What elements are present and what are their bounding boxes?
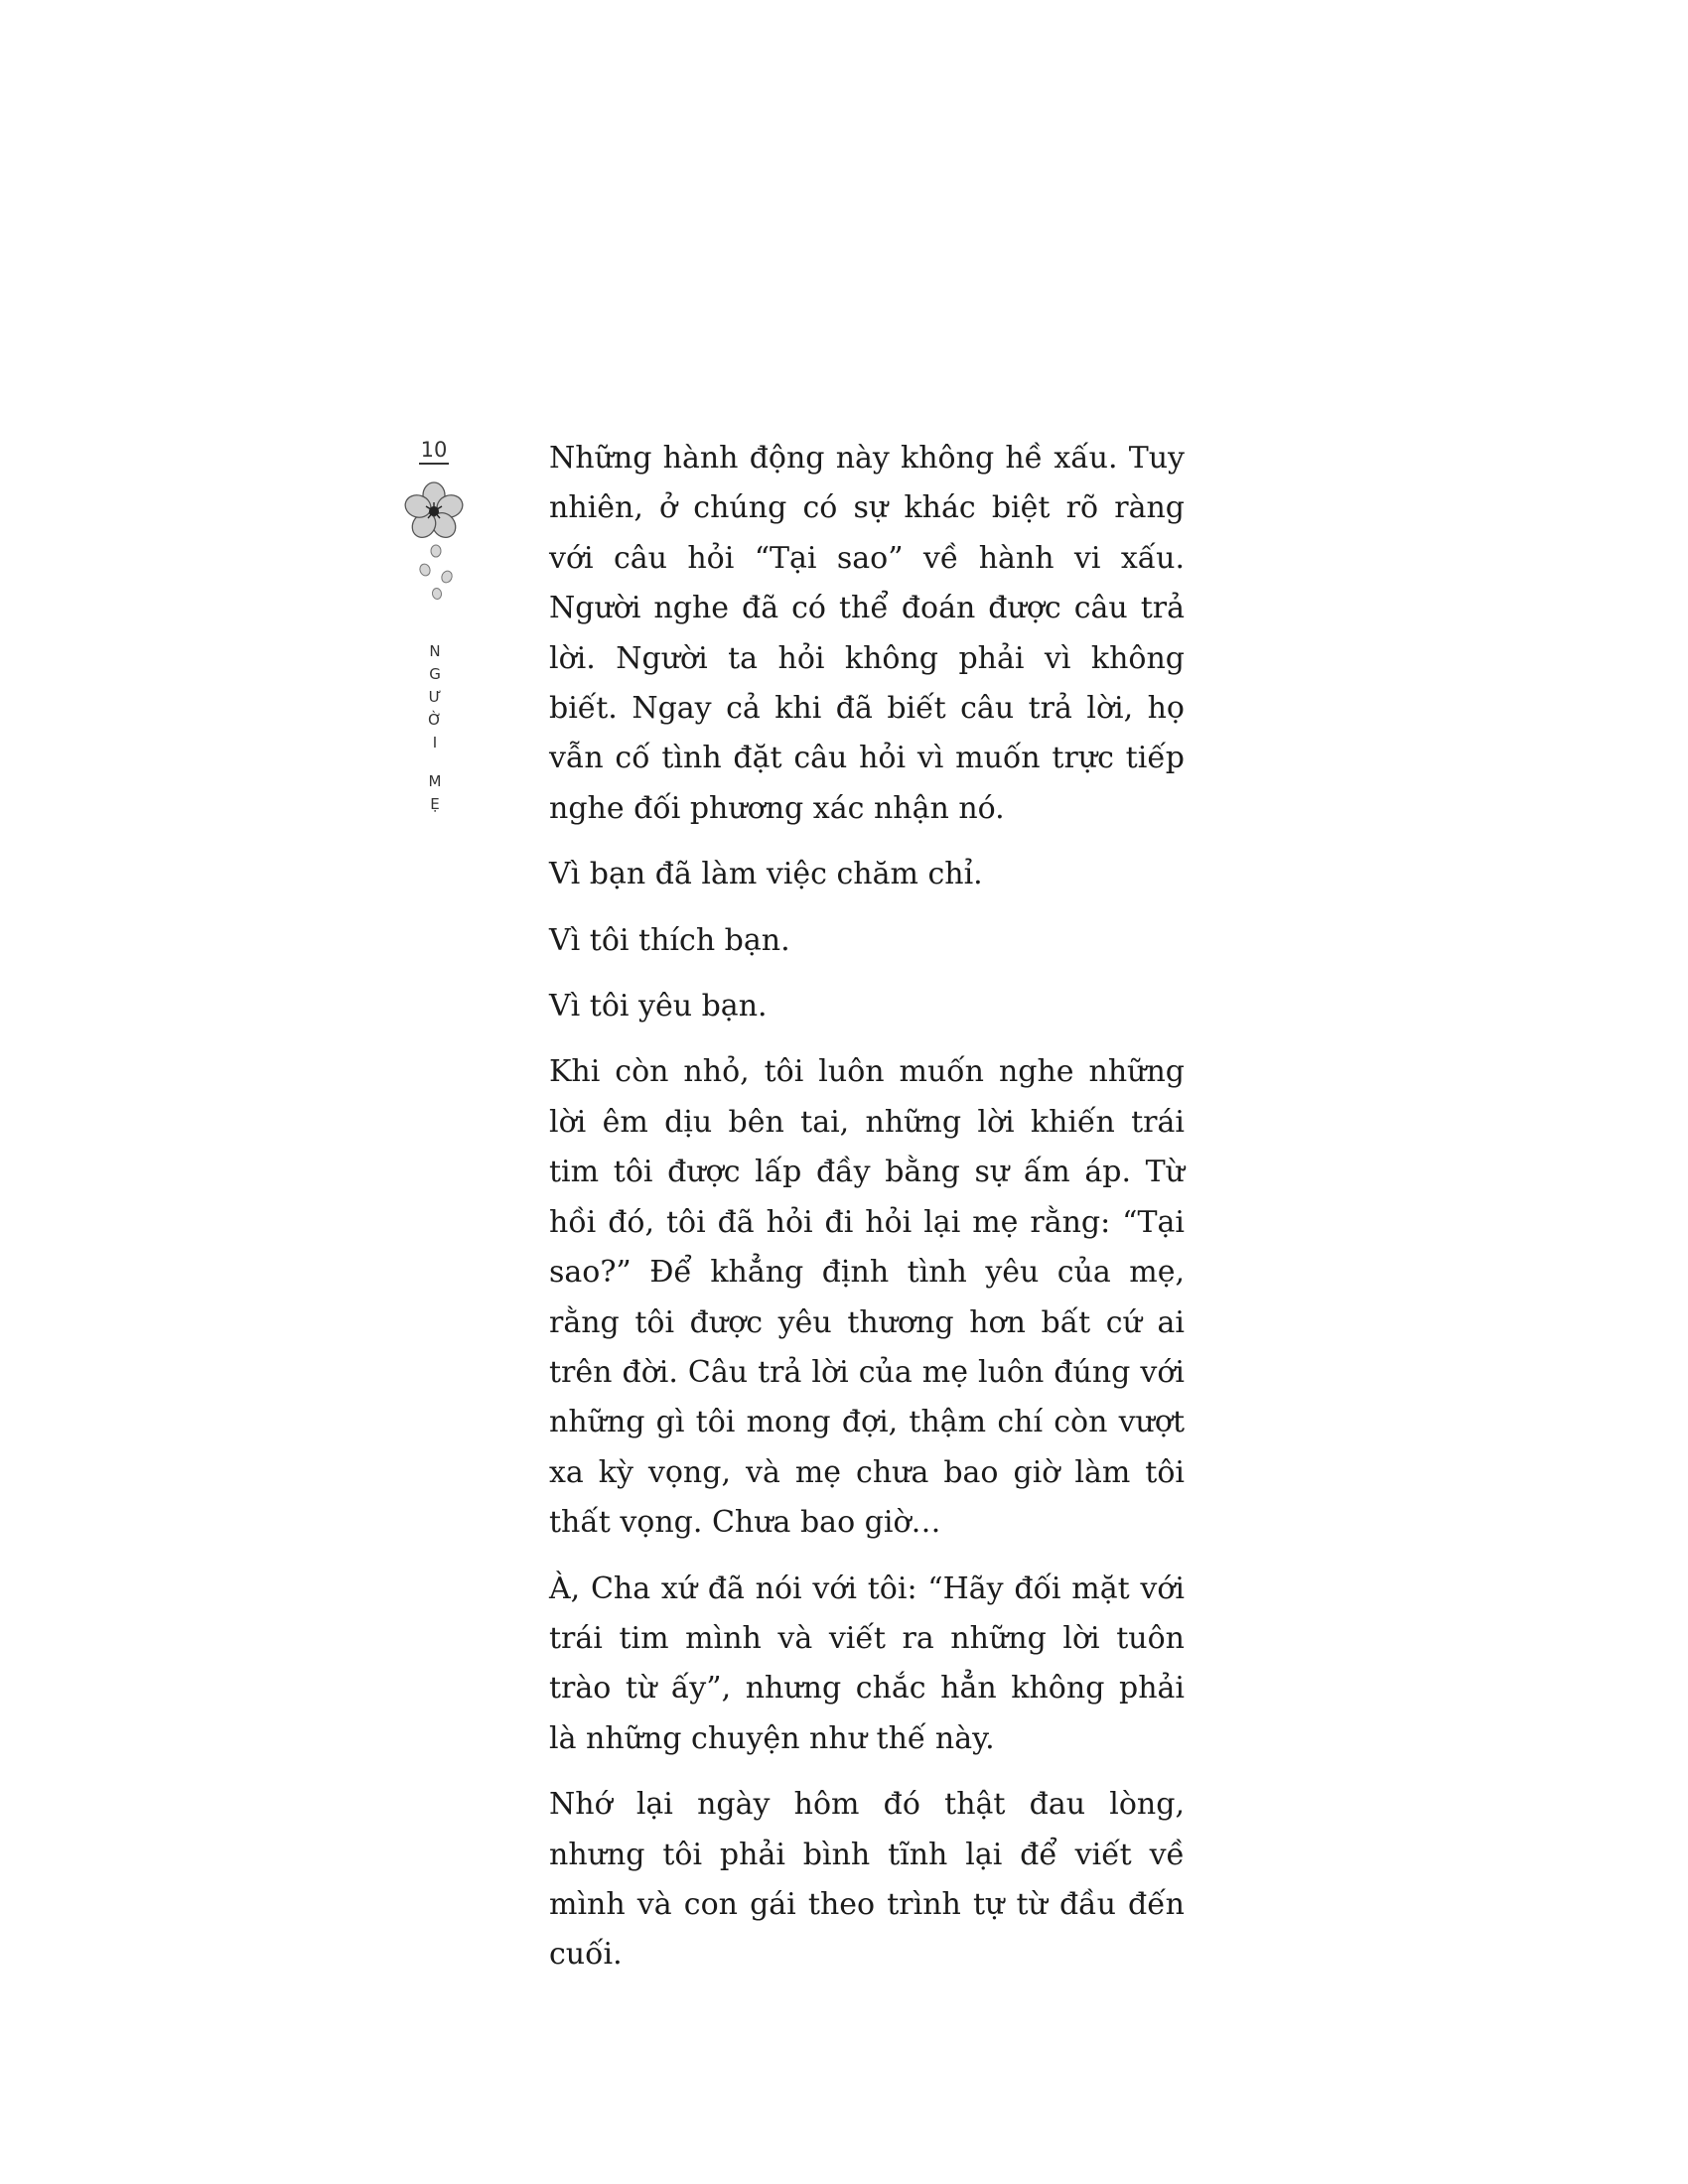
- falling-petals-icon: [411, 542, 461, 602]
- paragraph: Nhớ lại ngày hôm đó thật đau lòng, nhưng tôi phải bình tĩnh lại để viết về mình và con gái theo trình tự từ đầu đến cuối.: [549, 1787, 1185, 1973]
- title-letter: Ư: [428, 688, 442, 706]
- paragraph: À, Cha xứ đã nói với tôi: “Hãy đối mặt với trái tim mình và viết ra những lời tuôn trào từ ấy”, nhưng chắc hẳn không phải là những chuyện như thế này.: [549, 1570, 1185, 1756]
- paragraph: Vì tôi yêu bạn.: [549, 989, 768, 1024]
- title-letter: G: [429, 665, 441, 683]
- blossom-icon: [403, 480, 465, 542]
- title-letter: N: [429, 642, 441, 660]
- body-text: [549, 434, 1185, 1996]
- page-number: 10: [419, 437, 449, 465]
- title-letter: Ẹ: [430, 795, 440, 813]
- title-letter: Ờ: [428, 711, 442, 729]
- paragraph: Vì bạn đã làm việc chăm chỉ.: [549, 857, 983, 892]
- paragraph: Khi còn nhỏ, tôi luôn muốn nghe những lời êm dịu bên tai, những lời khiến trái tim tôi được lấp đầy bằng sự ấm áp. Từ hồi đó, tôi đã hỏi đi hỏi lại mẹ rằng: “Tại sao?” Để khẳng định tình yêu của mẹ, rằng tôi được yêu thương hơn bất cứ ai trên đời. Câu trả lời của mẹ luôn đúng với những gì tôi mong đợi, thậm chí còn vượt xa kỳ vọng, và mẹ chưa bao giờ làm tôi thất vọng. Chưa bao giờ…: [549, 1054, 1185, 1541]
- vertical-running-title: [415, 640, 455, 816]
- title-letter: M: [428, 772, 442, 790]
- paragraph: Những hành động này không hề xấu. Tuy nhiên, ở chúng có sự khác biệt rõ ràng với câu hỏi “Tại sao” về hành vi xấu. Người nghe đã có thể đoán được câu trả lời. Người ta hỏi không phải vì không biết. Ngay cả khi đã biết câu trả lời, họ vẫn cố tình đặt câu hỏi vì muốn trực tiếp nghe đối phương xác nhận nó.: [549, 441, 1185, 826]
- title-letter: I: [432, 734, 438, 751]
- paragraph: Vì tôi thích bạn.: [549, 922, 790, 958]
